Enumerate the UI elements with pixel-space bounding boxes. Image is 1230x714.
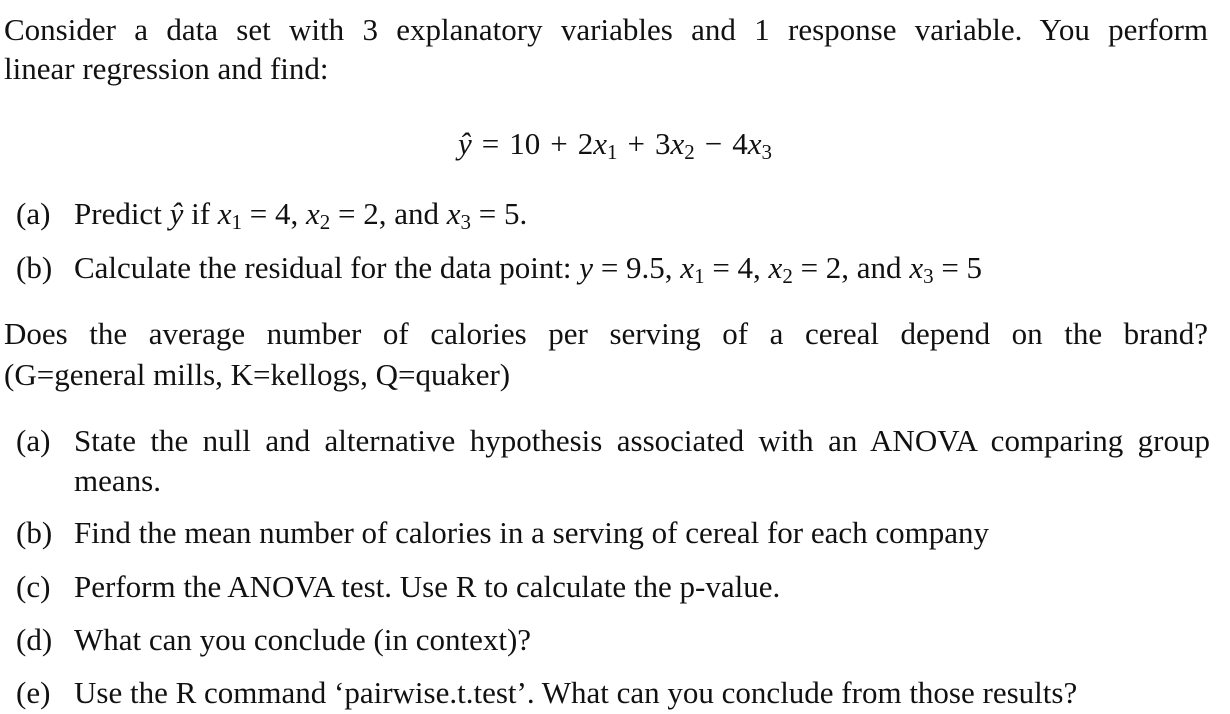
eq-var-1: x (593, 126, 607, 161)
eq-constant: 10 (509, 126, 541, 161)
eq-plus-2: + (627, 126, 645, 161)
problem2-item-a (16, 421, 1210, 501)
item-label: (b) (16, 515, 53, 550)
eq-coef-1: 2 (577, 126, 594, 161)
problem1-item-a (16, 194, 527, 242)
problem2-item-c (16, 567, 780, 607)
problem1-item-b (16, 248, 982, 296)
item-text: Perform the ANOVA test. Use R to calculate the p-value. (74, 569, 781, 604)
problem2-item-d (16, 620, 531, 660)
text-fragment: = 5. (471, 196, 528, 231)
item-label: (b) (16, 250, 53, 285)
item-label: (a) (16, 423, 51, 458)
regression-equation (0, 124, 1230, 172)
eq-equals: = (481, 126, 500, 161)
item-text: What can you conclude (in context)? (74, 622, 532, 657)
eq-var-2: x (670, 126, 685, 161)
item-text: Use the R command ‘pairwise.t.test’. What can you conclude from those results? (74, 675, 1078, 710)
item-text (74, 194, 527, 242)
math-sub: 2 (782, 264, 793, 288)
item-text (74, 248, 982, 296)
text-fragment: = 4, (704, 250, 769, 285)
item-text: Find the mean number of calories in a serving of cereal for each company (74, 515, 989, 550)
eq-minus: − (704, 126, 723, 161)
text-fragment: = 5 (933, 250, 983, 285)
text-fragment: if (183, 196, 218, 231)
math-y: y (579, 250, 594, 285)
problem2-intro-line1: Does the average number of calories per serving of a cereal depend on the brand? (4, 316, 1208, 351)
math-x1: x (217, 196, 232, 231)
problem1-intro-line1: Consider a data set with 3 explanatory variables and 1 response variable. You perform (4, 12, 1208, 47)
eq-coef-3: 4 (732, 126, 748, 161)
text-fragment: = 4, (242, 196, 307, 231)
eq-lhs: ŷ (458, 126, 472, 161)
problem2-item-b (16, 513, 989, 553)
math-x1: x (680, 250, 695, 285)
math-x2: x (306, 196, 320, 231)
eq-sub-1: 1 (607, 140, 618, 164)
eq-sub-3: 3 (761, 140, 772, 164)
text-fragment: = 2, and (330, 196, 447, 231)
text-fragment: = 2, and (792, 250, 910, 285)
math-x3: x (446, 196, 461, 231)
eq-var-3: x (747, 126, 762, 161)
item-label: (d) (16, 622, 53, 657)
eq-coef-2: 3 (654, 126, 671, 161)
eq-plus-1: + (550, 126, 568, 161)
item-label: (a) (16, 196, 51, 231)
math-sub: 3 (923, 264, 934, 288)
math-sub: 3 (460, 210, 472, 234)
problem2-intro-line2: (G=general mills, K=kellogs, Q=quaker) (4, 357, 511, 392)
math-sub: 2 (319, 210, 331, 234)
math-x3: x (909, 250, 924, 285)
eq-sub-2: 2 (684, 140, 695, 164)
item-label: (e) (16, 675, 51, 710)
problem2-item-e (16, 673, 1077, 713)
text-fragment: Calculate the residual for the data point: (74, 250, 580, 285)
math-yhat: ŷ (169, 196, 184, 231)
text-fragment: Predict (74, 196, 170, 231)
item-label: (c) (16, 569, 51, 604)
math-x2: x (768, 250, 783, 285)
item-text: State the null and alternative hypothesis associated with an ANOVA comparing group means. (74, 423, 1210, 498)
math-sub: 1 (694, 264, 705, 288)
math-sub: 1 (231, 210, 243, 234)
problem1-intro-line2: linear regression and find: (4, 51, 329, 86)
text-fragment: = 9.5, (593, 250, 681, 285)
